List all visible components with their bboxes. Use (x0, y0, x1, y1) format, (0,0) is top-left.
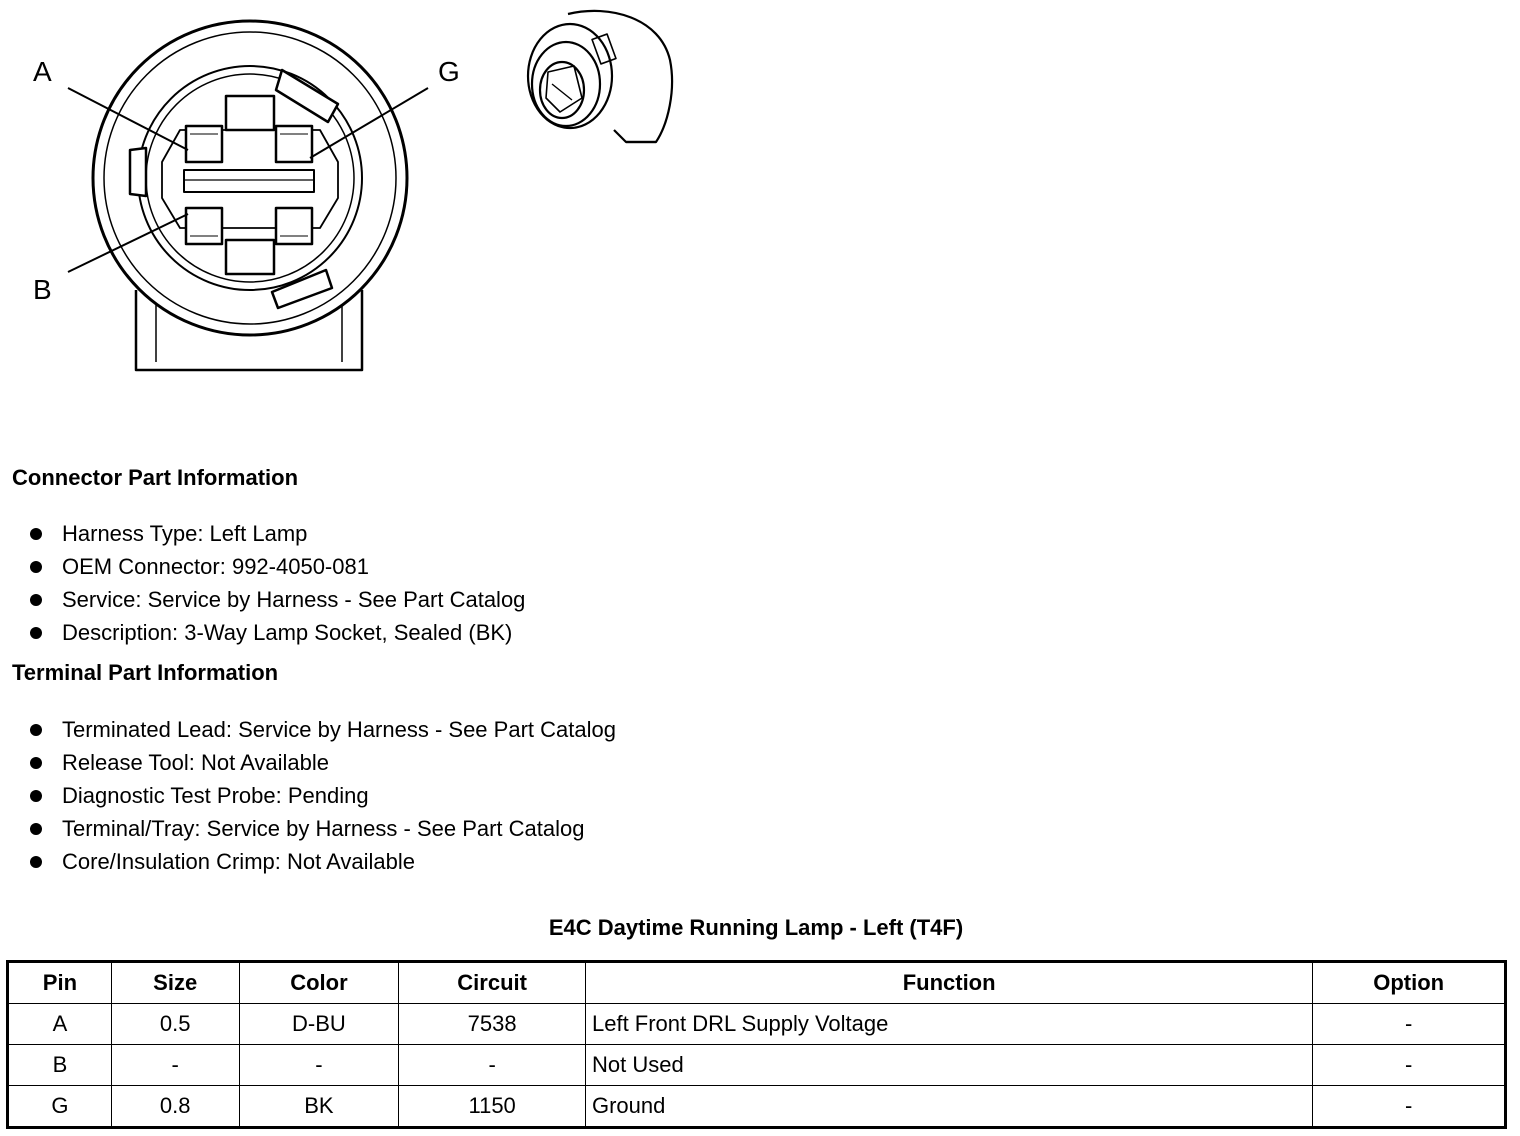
cell-color: BK (239, 1086, 399, 1128)
column-header-pin: Pin (8, 962, 112, 1004)
connector-part-info-list (28, 517, 525, 649)
cell-circuit: - (399, 1045, 586, 1086)
cell-size: 0.8 (111, 1086, 239, 1128)
list-item: Diagnostic Test Probe: Pending (28, 779, 616, 812)
cell-circuit: 7538 (399, 1004, 586, 1045)
table-row (8, 1004, 1506, 1045)
cell-function: Ground (585, 1086, 1312, 1128)
list-item: Core/Insulation Crimp: Not Available (28, 845, 616, 878)
connector-diagram (0, 0, 700, 400)
pinout-table (6, 960, 1507, 1129)
terminal-part-info-list (28, 713, 616, 878)
list-item: Terminated Lead: Service by Harness - See Part Catalog (28, 713, 616, 746)
cell-pin: B (8, 1045, 112, 1086)
column-header-option: Option (1313, 962, 1506, 1004)
connector-part-info-heading: Connector Part Information (12, 465, 299, 490)
cell-function: Not Used (585, 1045, 1312, 1086)
cell-size: - (111, 1045, 239, 1086)
cell-function: Left Front DRL Supply Voltage (585, 1004, 1312, 1045)
cell-color: - (239, 1045, 399, 1086)
column-header-circuit: Circuit (399, 962, 586, 1004)
list-item: Terminal/Tray: Service by Harness - See Part Catalog (28, 812, 616, 845)
table-header-row (8, 962, 1506, 1004)
connector-face-drawing (0, 0, 700, 400)
cell-option: - (1313, 1004, 1506, 1045)
pin-label-g: G (438, 56, 460, 87)
column-header-function: Function (585, 962, 1312, 1004)
cell-pin: G (8, 1086, 112, 1128)
list-item: Service: Service by Harness - See Part Catalog (28, 583, 525, 616)
column-header-color: Color (239, 962, 399, 1004)
table-row (8, 1086, 1506, 1128)
cell-color: D-BU (239, 1004, 399, 1045)
cell-pin: A (8, 1004, 112, 1045)
table-title: E4C Daytime Running Lamp - Left (T4F) (548, 915, 964, 940)
column-header-size: Size (111, 962, 239, 1004)
table-row (8, 1045, 1506, 1086)
cell-option: - (1313, 1086, 1506, 1128)
cell-option: - (1313, 1045, 1506, 1086)
cell-circuit: 1150 (399, 1086, 586, 1128)
list-item: Harness Type: Left Lamp (28, 517, 525, 550)
terminal-part-info-heading: Terminal Part Information (12, 660, 279, 685)
cell-size: 0.5 (111, 1004, 239, 1045)
list-item: OEM Connector: 992-4050-081 (28, 550, 525, 583)
list-item: Description: 3-Way Lamp Socket, Sealed (BK) (28, 616, 525, 649)
list-item: Release Tool: Not Available (28, 746, 616, 779)
pin-label-b: B (33, 274, 52, 305)
pin-label-a: A (33, 56, 52, 87)
